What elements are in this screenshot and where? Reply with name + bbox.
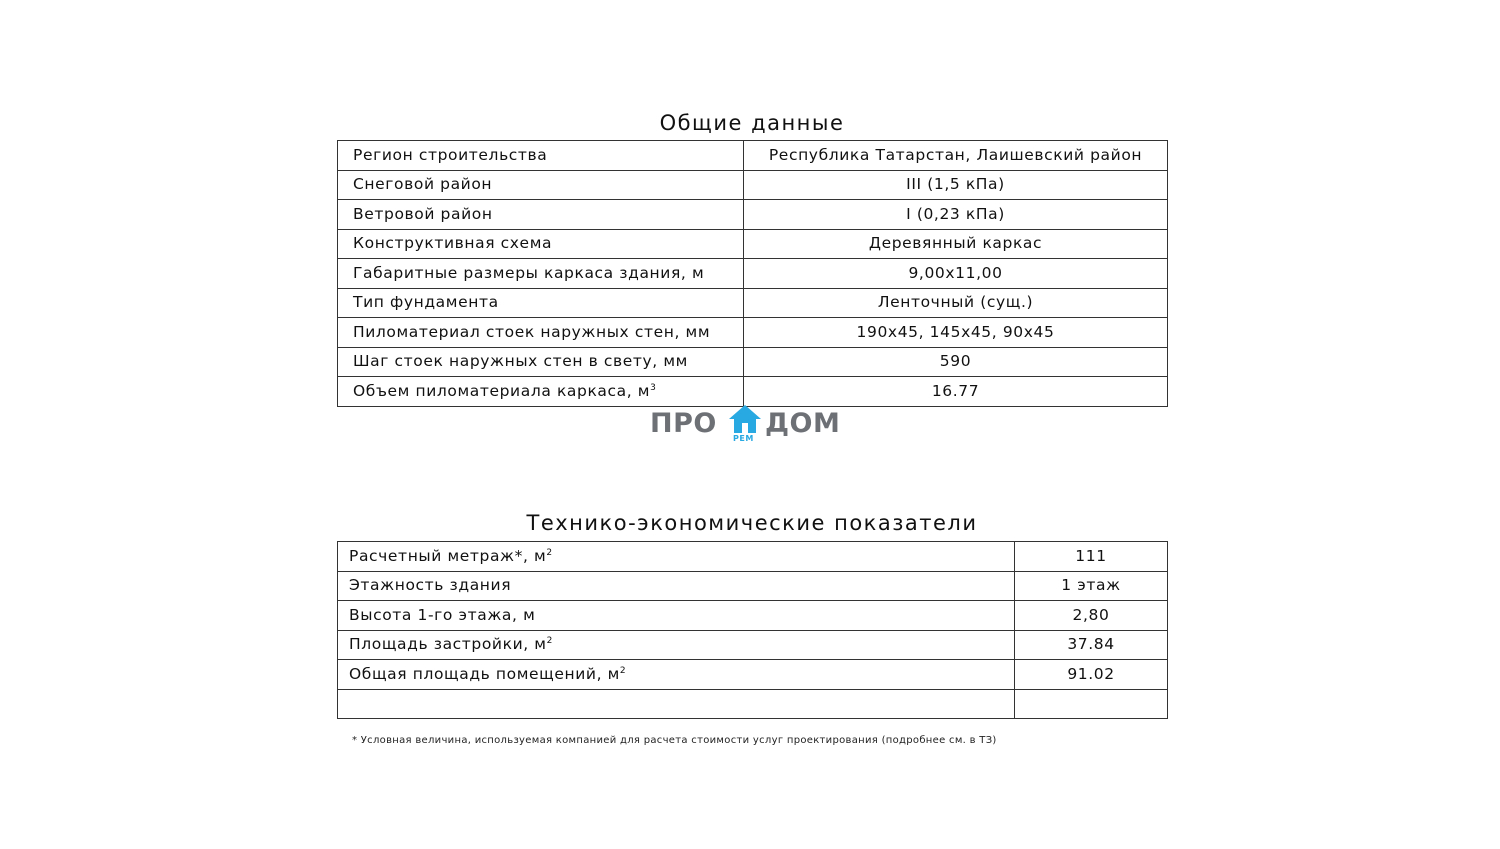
row-value: 91.02 [1015,660,1168,690]
logo-word-left: ПРО [650,408,717,439]
row-value: 16.77 [744,377,1168,407]
row-label: Снеговой район [338,170,744,200]
row-value: 190х45, 145х45, 90х45 [744,318,1168,348]
row-value: Ленточный (сущ.) [744,288,1168,318]
row-label: Высота 1-го этажа, м [338,601,1015,631]
row-label [338,660,1015,690]
row-label: Ветровой район [338,200,744,230]
unit-superscript: 2 [619,665,627,676]
row-label: Пиломатериал стоек наружных стен, мм [338,318,744,348]
row-value: 590 [744,347,1168,377]
table-row [338,318,1168,348]
row-label [338,630,1015,660]
logo-small-text: РЕМ [733,434,754,443]
pro-dom-logo [648,402,853,446]
row-value: Республика Татарстан, Лаишевский район [744,141,1168,171]
row-label [338,689,1015,719]
table-row [338,200,1168,230]
table-row [338,601,1168,631]
row-value: 37.84 [1015,630,1168,660]
table-row [338,141,1168,171]
general-data-title: Общие данные [659,111,845,135]
label-text: Объем пиломатериала каркаса, м [353,381,651,400]
table-row [338,288,1168,318]
row-label: Регион строительства [338,141,744,171]
tech-indicators-table [337,541,1168,719]
table-row [338,689,1168,719]
table-row [338,259,1168,289]
house-icon [728,404,762,434]
row-value: Деревянный каркас [744,229,1168,259]
row-label: Тип фундамента [338,288,744,318]
row-value: 1 этаж [1015,571,1168,601]
table-row [338,170,1168,200]
row-label [338,542,1015,572]
footnote: * Условная величина, используемая компанией для расчета стоимости услуг проектирования (подробнее см. в ТЗ) [352,735,997,746]
label-text: Площадь застройки, м [349,635,547,653]
logo-word-right: ДОМ [765,408,841,439]
table-row [338,630,1168,660]
row-value: 9,00х11,00 [744,259,1168,289]
row-value: 111 [1015,542,1168,572]
unit-superscript: 2 [546,636,553,646]
row-label: Шаг стоек наружных стен в свету, мм [338,347,744,377]
table-row [338,229,1168,259]
table-row [338,660,1168,690]
unit-superscript: 3 [650,382,657,393]
table-row [338,571,1168,601]
label-text: Общая площадь помещений, м [349,664,620,683]
row-value: III (1,5 кПа) [744,170,1168,200]
row-value [1015,689,1168,719]
row-label: Конструктивная схема [338,229,744,259]
label-text: Расчетный метраж*, м [349,546,547,565]
table-row [338,347,1168,377]
general-data-table [337,140,1168,407]
row-value: 2,80 [1015,601,1168,631]
table-row [338,542,1168,572]
row-label: Этажность здания [338,571,1015,601]
row-value: I (0,23 кПа) [744,200,1168,230]
row-label: Габаритные размеры каркаса здания, м [338,259,744,289]
tech-indicators-title: Технико-экономические показатели [526,511,978,535]
unit-superscript: 2 [546,547,553,558]
